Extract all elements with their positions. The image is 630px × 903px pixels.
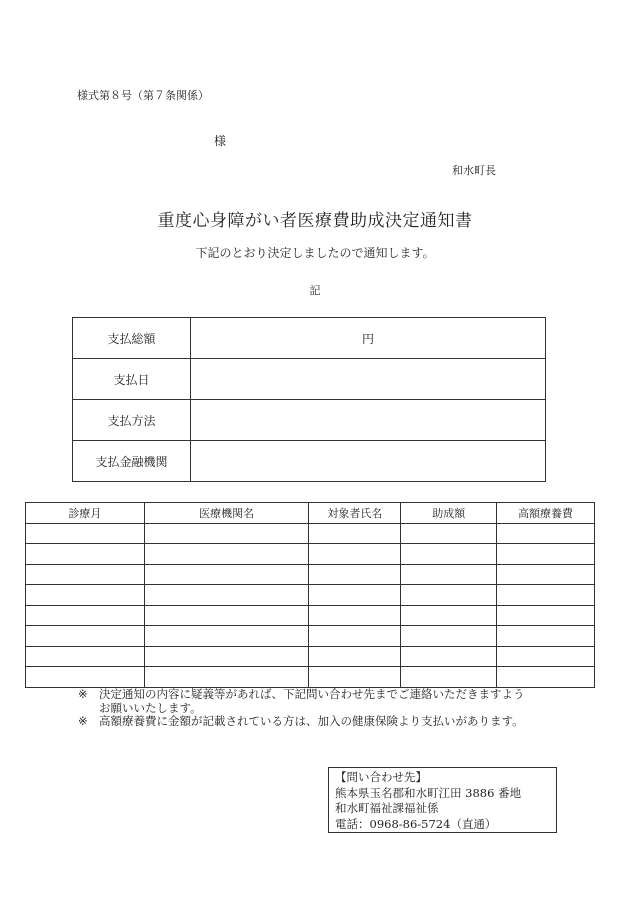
detail-cell[interactable] <box>497 605 595 626</box>
payment-date-value <box>191 359 546 400</box>
payment-row <box>73 318 546 359</box>
detail-cell[interactable] <box>26 626 145 647</box>
detail-cell[interactable] <box>401 667 497 688</box>
detail-header-row <box>26 503 595 524</box>
detail-row <box>26 626 595 647</box>
detail-cell[interactable] <box>144 667 309 688</box>
detail-row <box>26 544 595 565</box>
col-header-institution: 医療機関名 <box>144 503 309 524</box>
detail-cell[interactable] <box>26 585 145 606</box>
detail-cell[interactable] <box>144 544 309 565</box>
payment-row <box>73 359 546 400</box>
note-1-line-1: 決定通知の内容に疑義等があれば、下記問い合わせ先までご連絡いただきますよう <box>99 687 525 701</box>
detail-cell[interactable] <box>497 544 595 565</box>
detail-cell[interactable] <box>144 605 309 626</box>
contact-box <box>328 767 557 833</box>
detail-cell[interactable] <box>497 585 595 606</box>
payment-bank-value <box>191 441 546 482</box>
contact-address: 熊本県玉名郡和水町江田 3886 番地 <box>335 785 522 800</box>
detail-cell[interactable] <box>401 564 497 585</box>
detail-cell[interactable] <box>401 544 497 565</box>
detail-row <box>26 646 595 667</box>
detail-row <box>26 667 595 688</box>
note-2-text: 高額療養費に金額が記載されている方は、加入の健康保険より支払いがあります。 <box>99 714 524 728</box>
payment-total-value: 円 <box>191 318 546 359</box>
detail-cell[interactable] <box>309 585 401 606</box>
col-header-high-cost-medical: 高額療養費 <box>497 503 595 524</box>
payment-method-label: 支払方法 <box>73 400 191 441</box>
detail-cell[interactable] <box>497 523 595 544</box>
payment-date-label: 支払日 <box>73 359 191 400</box>
payment-total-label: 支払総額 <box>73 318 191 359</box>
intro-text: 下記のとおり決定しましたので通知します。 <box>195 246 435 260</box>
detail-cell[interactable] <box>26 646 145 667</box>
document-title: 重度心身障がい者医療費助成決定通知書 <box>157 211 473 231</box>
detail-cell[interactable] <box>497 667 595 688</box>
detail-cell[interactable] <box>26 544 145 565</box>
detail-cell[interactable] <box>309 626 401 647</box>
addressee-honorific: 様 <box>214 134 227 148</box>
note-2 <box>78 714 598 728</box>
note-1 <box>78 687 598 715</box>
detail-cell[interactable] <box>497 626 595 647</box>
note-1-mark: ※ <box>78 687 88 701</box>
detail-cell[interactable] <box>309 564 401 585</box>
detail-cell[interactable] <box>401 523 497 544</box>
payment-method-value <box>191 400 546 441</box>
detail-cell[interactable] <box>144 564 309 585</box>
detail-body <box>26 523 595 687</box>
contact-department: 和水町福祉課福祉係 <box>335 801 439 815</box>
note-1-line-2: お願いいたします。 <box>99 701 202 715</box>
col-header-subsidy-amount: 助成額 <box>401 503 497 524</box>
detail-cell[interactable] <box>309 646 401 667</box>
detail-cell[interactable] <box>144 523 309 544</box>
detail-cell[interactable] <box>26 605 145 626</box>
detail-cell[interactable] <box>401 585 497 606</box>
detail-cell[interactable] <box>497 564 595 585</box>
detail-cell[interactable] <box>144 585 309 606</box>
detail-cell[interactable] <box>26 523 145 544</box>
detail-cell[interactable] <box>309 667 401 688</box>
payment-table <box>72 317 546 482</box>
note-1-text <box>99 687 525 715</box>
payment-row <box>73 400 546 441</box>
payment-row <box>73 441 546 482</box>
detail-cell[interactable] <box>144 626 309 647</box>
ki-marker: 記 <box>309 284 321 297</box>
form-number: 様式第８号（第７条関係） <box>77 89 209 102</box>
note-2-mark: ※ <box>78 714 88 728</box>
detail-cell[interactable] <box>401 605 497 626</box>
detail-table <box>25 502 595 688</box>
col-header-treatment-month: 診療月 <box>26 503 145 524</box>
detail-cell[interactable] <box>401 626 497 647</box>
contact-phone: 電話：0968-86-5724（直通） <box>335 816 497 831</box>
detail-row <box>26 585 595 606</box>
detail-cell[interactable] <box>401 646 497 667</box>
contact-heading: 【問い合わせ先】 <box>335 770 427 784</box>
issuer: 和水町長 <box>452 164 496 177</box>
col-header-patient-name: 対象者氏名 <box>309 503 401 524</box>
detail-row <box>26 605 595 626</box>
detail-cell[interactable] <box>144 646 309 667</box>
detail-cell[interactable] <box>309 523 401 544</box>
detail-cell[interactable] <box>26 564 145 585</box>
detail-cell[interactable] <box>26 667 145 688</box>
detail-row <box>26 523 595 544</box>
detail-row <box>26 564 595 585</box>
detail-cell[interactable] <box>309 605 401 626</box>
payment-bank-label: 支払金融機関 <box>73 441 191 482</box>
detail-cell[interactable] <box>309 544 401 565</box>
detail-cell[interactable] <box>497 646 595 667</box>
